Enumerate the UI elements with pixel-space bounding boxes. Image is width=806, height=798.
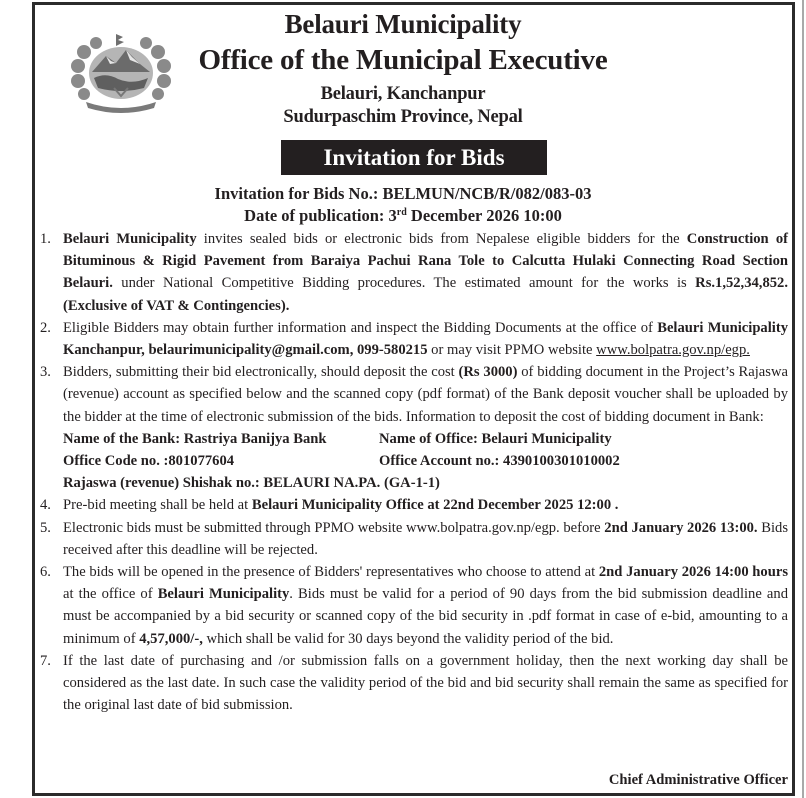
revenue-shishak: Rajaswa (revenue) Shishak no.: BELAURI NA.PA. (GA-1-1) — [63, 475, 440, 492]
publication-date-ordinal: rd — [396, 207, 407, 218]
bid-security-amount: 4,57,000/-, — [139, 630, 203, 647]
list-item-7 — [38, 650, 788, 717]
item-number: 7. — [40, 652, 51, 669]
item-number: 5. — [40, 519, 51, 536]
item-text: Pre-bid meeting shall be held at — [63, 497, 252, 514]
signatory-title: Chief Administrative Officer — [608, 772, 788, 788]
item-text: Bids received after this deadline will be rejected. — [63, 519, 788, 558]
submission-deadline: 2nd January 2026 13:00. — [604, 519, 758, 536]
item-text: . Bids must be valid for a period of 90 days from the bid submission deadline and must be accompanied by a bid security or scanned copy of the bid security in .pdf format in case of e-bid, amounting to a minimum of — [63, 586, 789, 647]
contact-details: Belauri Municipality Kanchanpur, belaurimunicipality@gmail.com, 099-580215 — [63, 319, 788, 359]
office-title: Office of the Municipal Executive — [198, 44, 608, 76]
bid-opening-time: 2nd January 2026 14:00 hours — [598, 564, 788, 581]
item-number: 4. — [40, 497, 51, 514]
address-line-2: Sudurpaschim Province, Nepal — [283, 107, 523, 127]
item-text: If the last date of purchasing and /or submission falls on a government holiday, then the next working day shall be considered as the last date. In such case the validity period of the bid and bid security shall remain the same as specified for the original last date of bid submission. — [63, 652, 788, 714]
item-text: The bids will be opened in the presence of Bidders' representatives who choose to attend at — [63, 564, 599, 581]
bank-details — [38, 428, 788, 472]
list-item-2 — [38, 317, 788, 361]
publication-date — [0, 205, 806, 227]
list-item-5 — [38, 517, 788, 561]
list-item-6 — [38, 561, 788, 650]
office-account: Office Account no.: 4390100301010002 — [379, 453, 620, 470]
item-text: of bidding document in the Project’s Rajaswa (revenue) account as specified below and the scanned copy (pdf format) of the Bank deposit voucher shall be uploaded by the bidder at the time of electronic submission of the bids. Information to deposit the cost of bidding document in Bank: — [63, 364, 788, 425]
pre-bid-meeting: Belauri Municipality Office at 22nd December 2025 12:00 . — [251, 497, 619, 514]
organization-name: Belauri Municipality — [284, 9, 522, 39]
notice-title-banner: Invitation for Bids — [281, 140, 547, 175]
item-number: 6. — [40, 564, 51, 581]
notice-items-list — [38, 228, 788, 716]
list-item-3 — [38, 361, 788, 428]
municipality-name: Belauri Municipality — [157, 586, 290, 603]
item-number: 3. — [40, 364, 51, 381]
publication-date-suffix: December 2026 10:00 — [406, 206, 562, 225]
publication-date-prefix: Date of publication: 3 — [244, 206, 397, 225]
project-name: Construction of Bituminous & Rigid Pavement from Baraiya Pachui Rana Tole to Calcutta Hulaki Connecting Road Section Belauri. — [63, 231, 788, 292]
item-number: 2. — [40, 319, 51, 336]
office-name: Name of Office: Belauri Municipality — [379, 430, 612, 447]
office-code: Office Code no. :801077604 — [63, 453, 235, 470]
item-number: 1. — [40, 231, 51, 247]
item-text: under National Competitive Bidding procedures. The estimated amount for the works is — [112, 275, 696, 292]
item-text: invites sealed bids or electronic bids from Nepalese eligible bidders for the — [196, 231, 687, 247]
list-item-4 — [38, 494, 788, 516]
item-text: Electronic bids must be submitted through PPMO website www.bolpatra.gov.np/egp. before — [63, 519, 605, 536]
item-text: Bidders, submitting their bid electronically, should deposit the cost — [63, 364, 459, 381]
municipality-name: Belauri Municipality — [63, 231, 197, 247]
ppmo-website-link[interactable]: www.bolpatra.gov.np/egp. — [596, 342, 750, 359]
document-cost: (Rs 3000) — [458, 364, 518, 381]
estimated-amount: Rs.1,52,34,852. (Exclusive of VAT & Contingencies). — [63, 275, 788, 314]
item-text: Eligible Bidders may obtain further information and inspect the Bidding Documents at the office of — [63, 319, 658, 336]
item-text: at the office of — [63, 586, 158, 603]
address-line-1: Belauri, Kanchanpur — [320, 84, 486, 104]
item-text: or may visit PPMO website — [427, 342, 597, 359]
list-item-1 — [38, 228, 788, 317]
bank-name: Name of the Bank: Rastriya Banijya Bank — [63, 430, 327, 447]
item-text: which shall be valid for 30 days beyond the validity period of the bid. — [202, 630, 614, 647]
bid-number: Invitation for Bids No.: BELMUN/NCB/R/082/083-03 — [214, 184, 592, 203]
